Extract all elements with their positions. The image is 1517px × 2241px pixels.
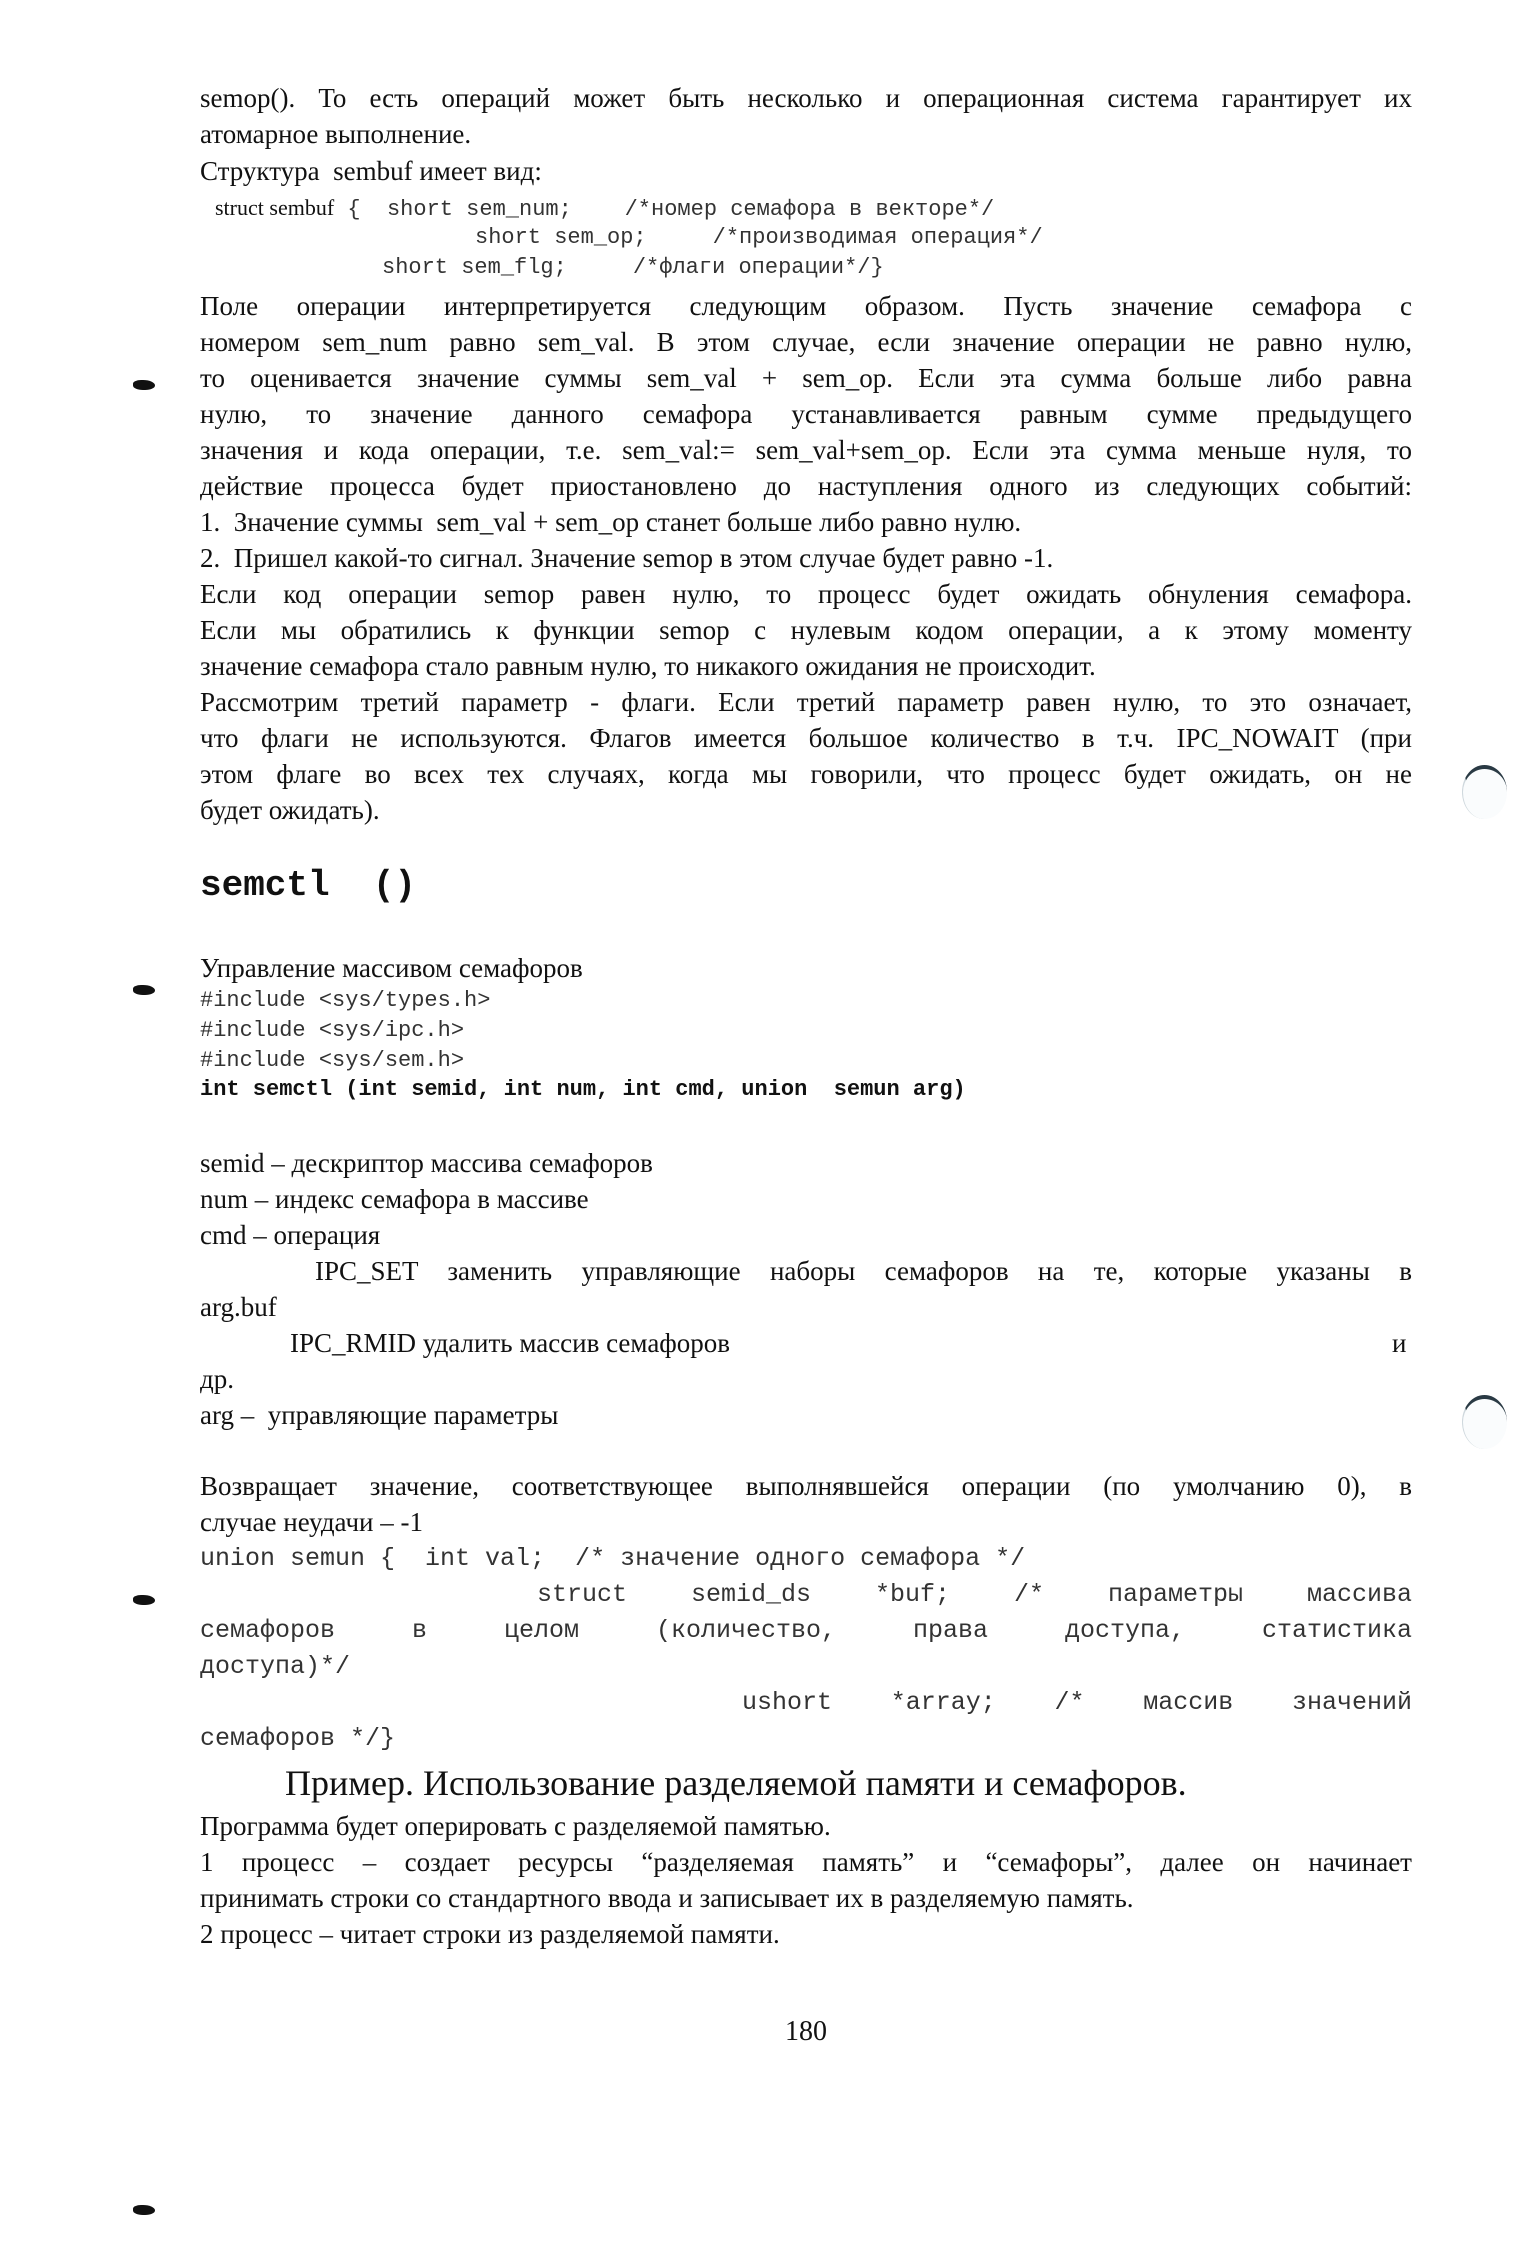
list-number: 1. [200, 507, 221, 537]
code-line: struct semid_ds *buf; /* параметры массива [537, 1580, 1412, 1609]
punch-hole-icon [1462, 765, 1507, 819]
list-item [200, 504, 1021, 540]
list-text: Значение суммы sem_val + sem_op станет больше либо равно нулю. [233, 507, 1022, 537]
text-line: IPC_RMID удалить массив семафоров [290, 1328, 731, 1358]
text-line: случае неудачи – -1 [200, 1507, 423, 1537]
code-line: доступа)*/ [200, 1652, 351, 1681]
include-line: #include <sys/ipc.h> [200, 1018, 465, 1043]
text-line: arg.buf [200, 1292, 277, 1322]
page-number: 180 [785, 2016, 827, 2047]
text-line: 2 процесс – читает строки из разделяемой памяти. [200, 1919, 780, 1949]
text-line: Если мы обратились к функции semop с нулевым кодом операции, а к этому моменту [200, 615, 1412, 645]
code-text: { short sem_num; /*номер семафора в векторе*/ [334, 197, 995, 222]
text-line: IPC_SET заменить управляющие наборы семафоров на те, которые указаны в [315, 1256, 1412, 1286]
text-line: semop(). То есть операций может быть несколько и операционная система гарантирует их [200, 83, 1412, 113]
text-line: атомарное выполнение. [200, 119, 472, 149]
param-line: num – индекс семафора в массиве [200, 1184, 589, 1214]
punch-hole-icon [1462, 1395, 1507, 1449]
text-line: Программа будет оперировать с разделяемой памятью. [200, 1811, 831, 1841]
text-line: номером sem_num равно sem_val. В этом случае, если значение операции не равно нулю, [200, 327, 1412, 357]
text-line: значение семафора стало равным нулю, то никакого ожидания не происходит. [200, 651, 1096, 681]
sembuf-intro: Структура sembuf имеет вид: [200, 156, 542, 186]
text-line: принимать строки со стандартного ввода и записывает их в разделяемую память. [200, 1883, 1134, 1913]
scan-mark-icon [133, 2205, 155, 2215]
list-text: Пришел какой-то сигнал. Значение semop в этом случае будет равно -1. [233, 543, 1054, 573]
code-line: union semun { int val; /* значение одного семафора */ [200, 1544, 1026, 1573]
code-line: семафоров */} [200, 1724, 396, 1753]
list-number: 2. [200, 543, 221, 573]
scan-mark-icon [133, 380, 155, 390]
include-line: #include <sys/types.h> [200, 988, 491, 1013]
function-signature: int semctl (int semid, int num, int cmd, union semun arg) [200, 1077, 966, 1102]
example-heading: Пример. Использование разделяемой памяти и семафоров. [285, 1763, 1187, 1803]
list-item [200, 540, 1053, 576]
text-line: и [1392, 1328, 1407, 1358]
text-line: значения и кода операции, т.е. sem_val:= sem_val+sem_op. Если эта сумма меньше нуля, то [200, 435, 1412, 465]
text-line: Возвращает значение, соответствующее выполнявшейся операции (по умолчанию 0), в [200, 1471, 1412, 1501]
text-line: нулю, то значение данного семафора устанавливается равным сумме предыдущего [200, 399, 1412, 429]
code-line: short sem_flg; /*флаги операции*/} [382, 255, 884, 280]
text-line: Поле операции интерпретируется следующим образом. Пусть значение семафора с [200, 291, 1412, 321]
param-line: arg – управляющие параметры [200, 1400, 559, 1430]
text-line: др. [200, 1364, 234, 1394]
code-line: семафоров в целом (количество, права доступа, статистика [200, 1616, 1412, 1645]
code-line: short sem_op; /*производимая операция*/ [475, 225, 1043, 250]
param-line: cmd – операция [200, 1220, 381, 1250]
section-heading: semctl () [200, 865, 417, 906]
text-line: Если код операции semop равен нулю, то процесс будет ожидать обнуления семафора. [200, 579, 1412, 609]
text-line: будет ожидать). [200, 795, 380, 825]
text-line: что флаги не используются. Флагов имеется большое количество в т.ч. IPC_NOWAIT (при [200, 723, 1412, 753]
code-line: ushort *array; /* массив значений [742, 1688, 1412, 1717]
scan-mark-icon [133, 985, 155, 995]
semctl-description: Управление массивом семафоров [200, 953, 583, 983]
param-line: semid – дескриптор массива семафоров [200, 1148, 653, 1178]
text-line: Рассмотрим третий параметр - флаги. Если третий параметр равен нулю, то это означает, [200, 687, 1412, 717]
include-line: #include <sys/sem.h> [200, 1048, 465, 1073]
text-line: действие процесса будет приостановлено до наступления одного из следующих событий: [200, 471, 1412, 501]
text-line: этом флаге во всех тех случаях, когда мы говорили, что процесс будет ожидать, он не [200, 759, 1412, 789]
scan-mark-icon [133, 1595, 155, 1605]
text-line: 1 процесс – создает ресурсы “разделяемая память” и “семафоры”, далее он начинает [200, 1847, 1412, 1877]
text-line: то оценивается значение суммы sem_val + sem_op. Если эта сумма больше либо равна [200, 363, 1412, 393]
code-prefix: struct sembuf [215, 195, 335, 220]
